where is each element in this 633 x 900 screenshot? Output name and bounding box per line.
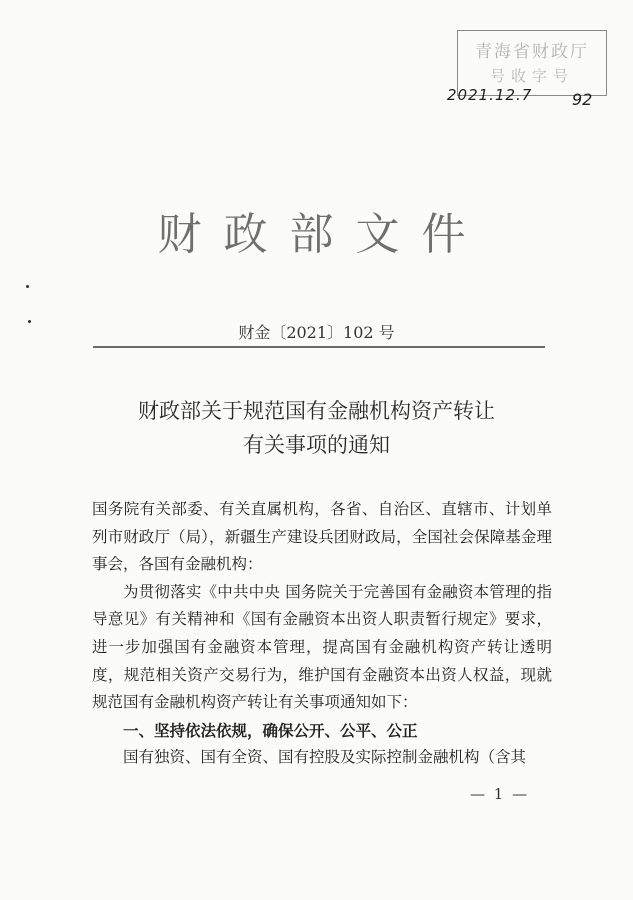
stamp-line-1: 青海省财政厅 <box>475 42 589 62</box>
document-number: 财金〔2021〕102 号 <box>238 323 395 342</box>
stamp-line-2: 号收字号 <box>489 67 574 85</box>
addressees: 国务院有关部委、有关直属机构，各省、自治区、直辖市、计划单列市财政厅（局），新疆生产建设兵团财政局，全国社会保障基金理事会，各国有金融机构： <box>92 500 552 574</box>
header-divider <box>93 346 545 348</box>
handwritten-date: 2021.12.7 <box>447 86 533 104</box>
section-heading: 一、坚持依法依规，确保公开、公平、公正 <box>123 720 418 740</box>
notice-title <box>0 394 633 462</box>
binding-hole-mark <box>26 285 29 288</box>
body-paragraph: 国有独资、国有全资、国有控股及实际控制金融机构（含其 <box>123 748 527 767</box>
body-paragraph: 为贯彻落实《中共中央 国务院关于完善国有金融资本管理的指导意见》有关精神和《国有金融资本出资人职责暂行规定》要求，进一步加强国有金融资本管理，提高国有金融机构资产转让透明度，规范相关资产交易行为，维护国有金融资本出资人权益，现就规范国有金融机构资产转让有关事项通知如下： <box>92 582 552 712</box>
notice-title-line-2: 有关事项的通知 <box>243 433 390 457</box>
handwritten-number: 92 <box>572 90 593 109</box>
page-number: — 1 — <box>470 785 530 803</box>
notice-title-line-1: 财政部关于规范国有金融机构资产转让 <box>138 399 495 423</box>
document-body <box>92 496 552 772</box>
handwritten-annotation <box>447 80 627 110</box>
document-header-title: 财政部文件 <box>157 209 488 260</box>
